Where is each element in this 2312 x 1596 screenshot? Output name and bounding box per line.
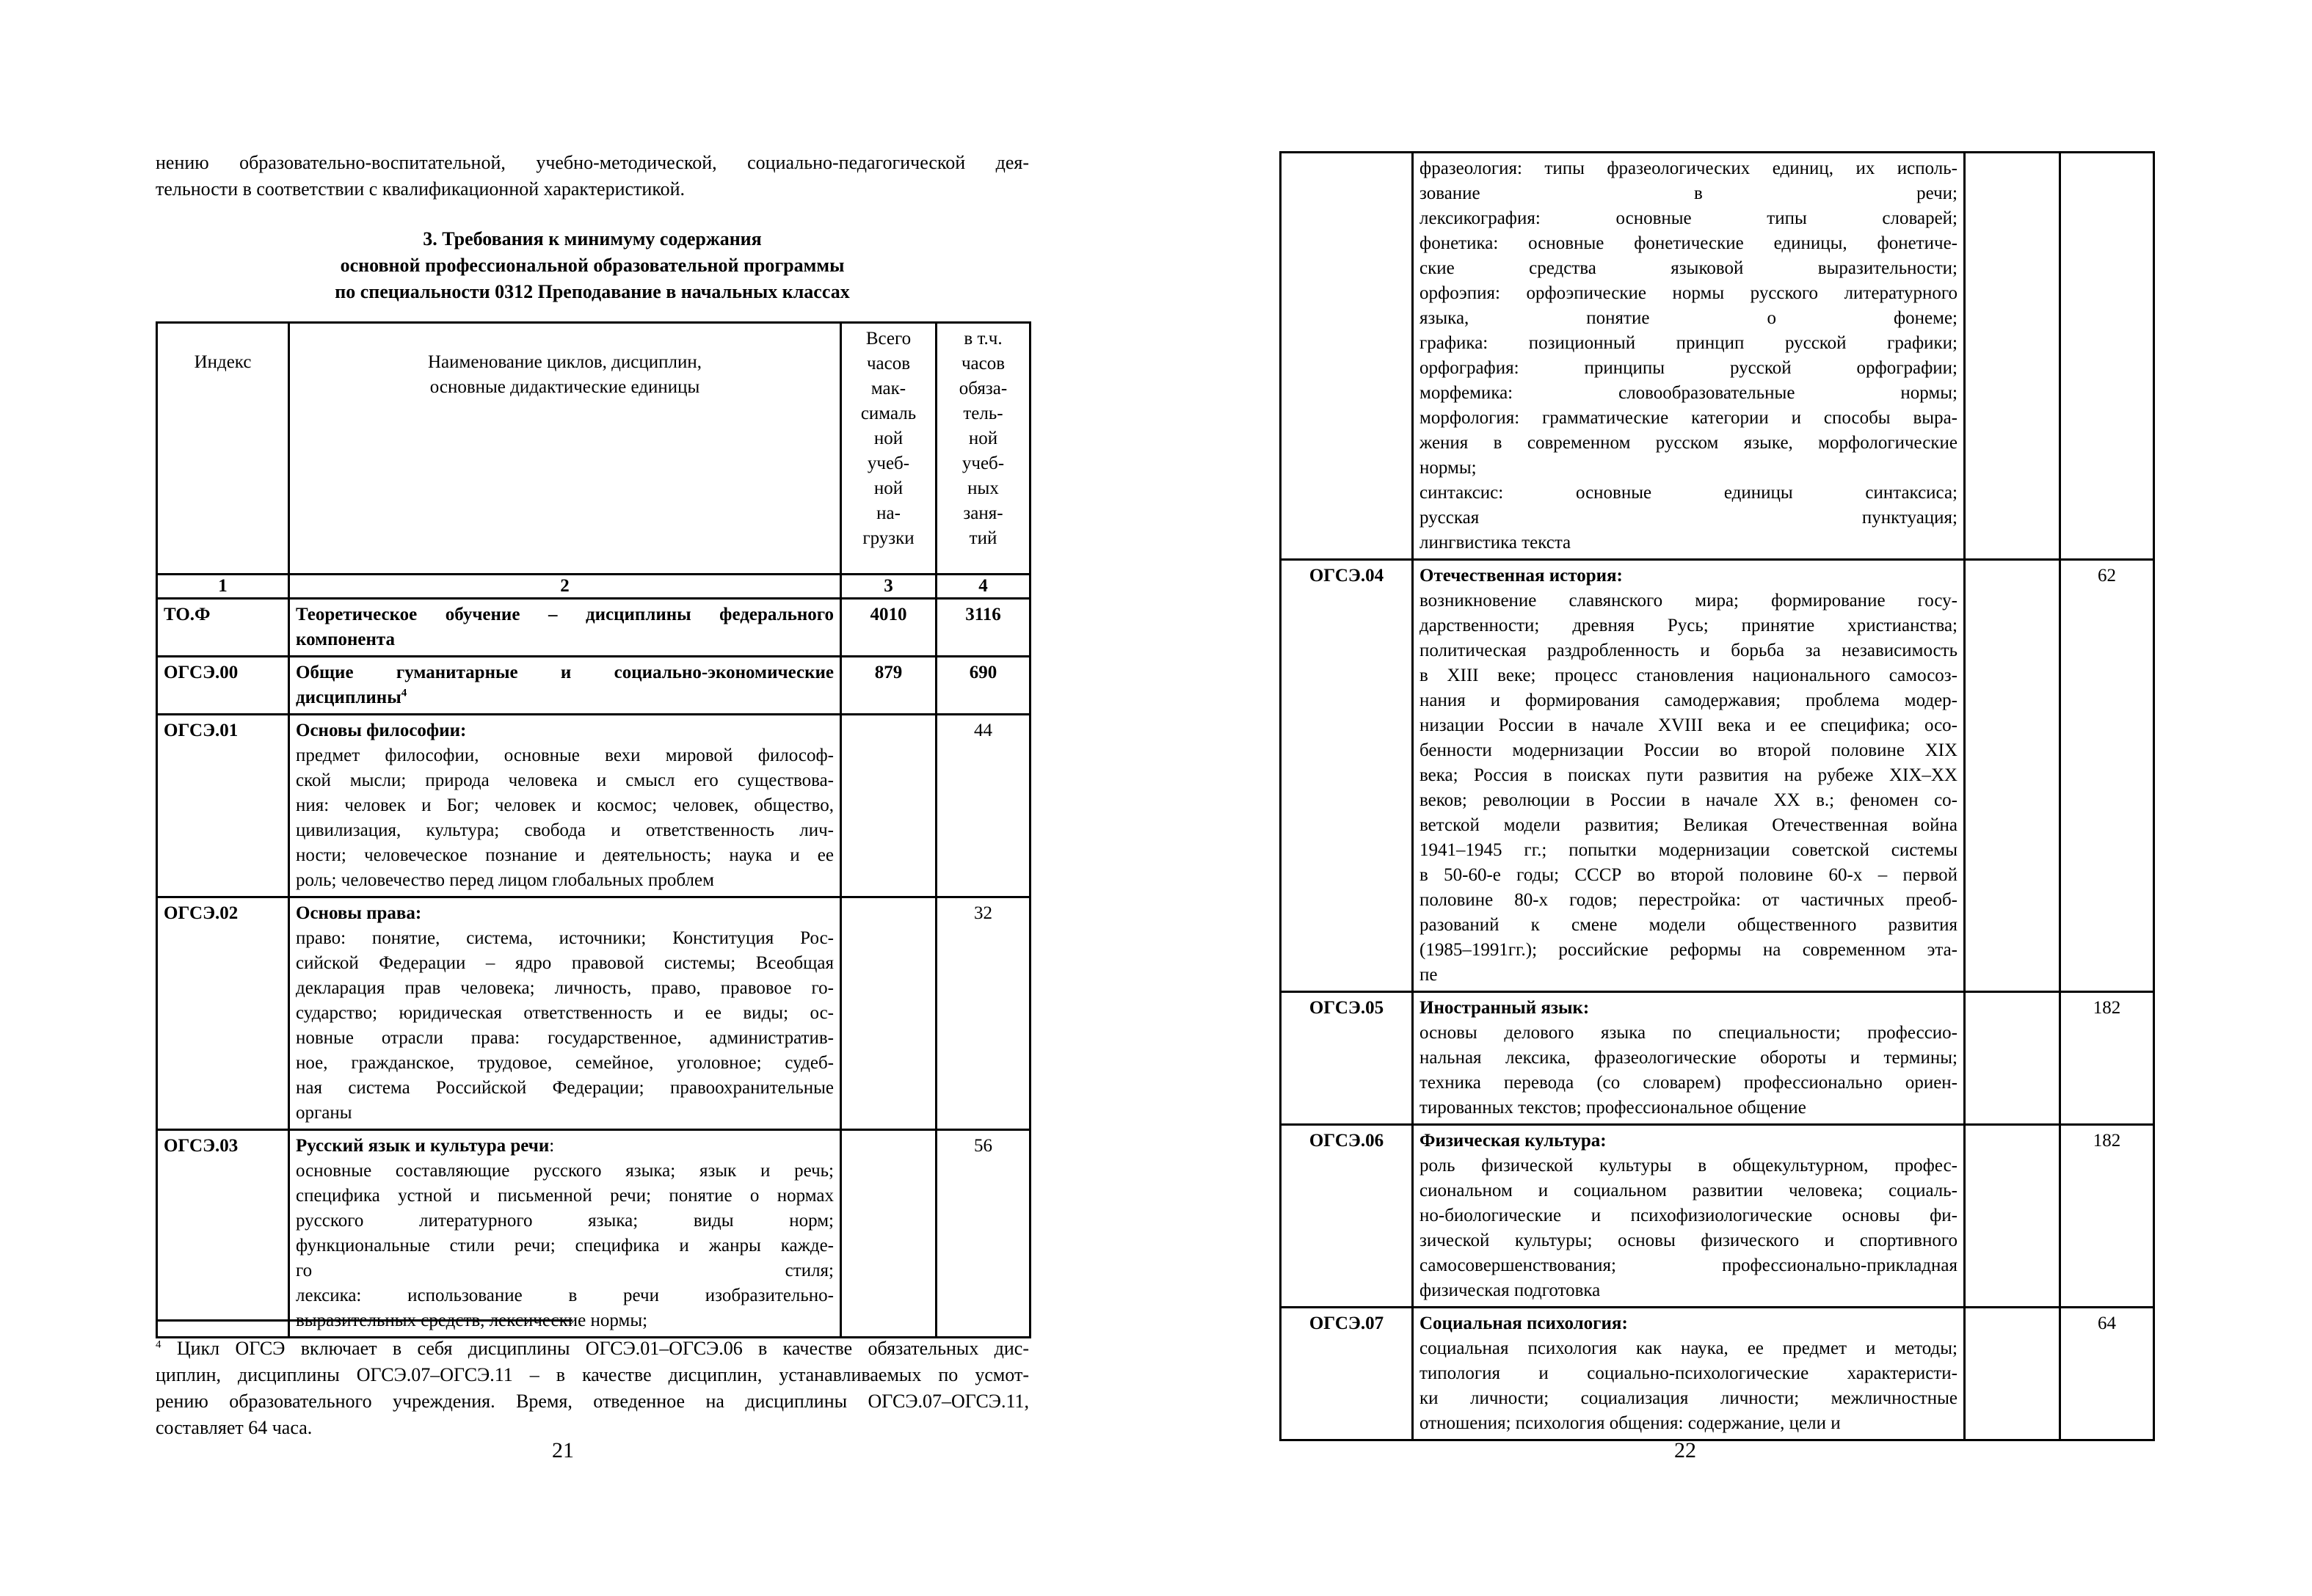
row-body-line: веков; революции в России в начале XX в.; феномен со- bbox=[1419, 790, 1957, 810]
footnote-line: составляет 64 часа. bbox=[156, 1417, 313, 1438]
row-body-line: функциональные стили речи; специфика и жанры кажде- bbox=[296, 1236, 834, 1256]
row-obligatory-hours: 32 bbox=[937, 897, 1030, 1130]
row-body-line: в XIII веке; процесс становления национального самосоз- bbox=[1419, 666, 1957, 685]
row-body-line: право: понятие, система, источники; Конституция Рос- bbox=[296, 928, 834, 948]
row-content: Теоретическое обучение – дисциплины федерального компонента bbox=[289, 599, 841, 657]
header-line: ной bbox=[873, 478, 904, 498]
row-body-line: лингвистика текста bbox=[1419, 533, 1571, 553]
row-body-line: ские средства языковой выразительности; bbox=[1419, 258, 1957, 278]
row-body-line: жения в современном русском языке, морфологические bbox=[1419, 433, 1957, 453]
row-body-line: самосовершенствования; профессионально-прикладная bbox=[1419, 1256, 1957, 1275]
row-body-line: зование в речи; bbox=[1419, 183, 1957, 203]
footnote-mark: 4 bbox=[401, 687, 407, 699]
row-body-line: русская пунктуация; bbox=[1419, 508, 1957, 528]
row-obligatory-hours: 56 bbox=[937, 1130, 1030, 1338]
table-row bbox=[157, 1130, 1030, 1338]
table-row bbox=[1281, 1308, 2154, 1440]
row-body-line: фразеология: типы фразеологических единиц, их исполь- bbox=[1419, 158, 1957, 178]
header-line: учеб- bbox=[961, 453, 1005, 473]
row-body-line: политическая раздробленность и борьба за независимость bbox=[1419, 641, 1957, 660]
column-number: 1 bbox=[157, 575, 289, 599]
section-heading bbox=[156, 226, 1029, 305]
header-line: учеб- bbox=[867, 453, 910, 473]
row-content: Русский язык и культура речи: основные составляющие русского языка; язык и речь; специфика устной и письменной речи; понятие о нормах русского литературного языка; виды норм; функциональные стили речи; специфика и жанры кажде- го стиля; лексика: использование в речи изобразительно- выразительных средств, лексические нормы; bbox=[289, 1130, 841, 1338]
row-body-line: зической культуры; основы физического и спортивного bbox=[1419, 1231, 1957, 1250]
row-body-line: нормы; bbox=[1419, 458, 1477, 478]
row-body-line: цивилизация, культура; свобода и ответственность лич- bbox=[296, 820, 834, 840]
table-row bbox=[157, 897, 1030, 1130]
footnote bbox=[156, 1336, 1029, 1441]
row-body-line: сударство; юридическая ответственность и ее виды; ос- bbox=[296, 1003, 834, 1023]
row-obligatory-hours: 62 bbox=[2060, 560, 2154, 992]
footnote-line: циплин, дисциплины ОГСЭ.07–ОГСЭ.11 – в качестве дисциплин, устанавливаемых по усмот- bbox=[156, 1364, 1029, 1385]
row-content: Физическая культура: роль физической культуры в общекультурном, профес- сиональном и социальном развитии человека; социаль- но-биологические и психофизиологические основы фи- зической культуры; основы физического и спортивного самосовершенствования; профессионально-прикладная физическая подготовка bbox=[1413, 1125, 1965, 1308]
header-line: часов bbox=[961, 354, 1006, 374]
row-obligatory-hours: 690 bbox=[937, 657, 1030, 715]
row-obligatory-hours: 182 bbox=[2060, 992, 2154, 1125]
row-index: ОГСЭ.02 bbox=[157, 897, 289, 1130]
row-obligatory-hours: 64 bbox=[2060, 1308, 2154, 1440]
row-max-hours bbox=[1965, 560, 2060, 992]
header-line: на- bbox=[876, 503, 901, 523]
table-row bbox=[157, 599, 1030, 657]
header-name: Наименование циклов, дисциплин, основные дидактические единицы bbox=[289, 323, 841, 575]
row-body-line: языка, понятие о фонеме; bbox=[1419, 308, 1957, 328]
row-body-line: 1941–1945 гг.; попытки модернизации советской системы bbox=[1419, 840, 1957, 860]
row-body-line: выразительных средств, лексические нормы; bbox=[296, 1311, 648, 1330]
intro-paragraph bbox=[156, 150, 1029, 203]
page-number: 22 bbox=[1674, 1438, 1696, 1462]
row-body-line: физическая подготовка bbox=[1419, 1280, 1601, 1300]
row-body-line: орфография: принципы русской орфографии; bbox=[1419, 358, 1957, 378]
table-row bbox=[1281, 560, 2154, 992]
row-content bbox=[1413, 153, 1965, 560]
row-body-line: русского литературного языка; виды норм; bbox=[296, 1211, 834, 1231]
row-index: ОГСЭ.00 bbox=[157, 657, 289, 715]
row-body-line: ности; человеческое познание и деятельность; наука и ее bbox=[296, 845, 834, 865]
column-number-row bbox=[157, 575, 1030, 599]
row-index: ОГСЭ.03 bbox=[157, 1130, 289, 1338]
row-body-line: новные отрасли права: государственное, административ- bbox=[296, 1028, 834, 1048]
header-line: мак- bbox=[870, 379, 906, 398]
row-body-line: но-биологические и психофизиологические основы фи- bbox=[1419, 1206, 1957, 1225]
row-index: ОГСЭ.04 bbox=[1281, 560, 1413, 992]
heading-line: 3. Требования к минимуму содержания bbox=[423, 228, 762, 249]
row-max-hours: 4010 bbox=[841, 599, 937, 657]
row-body-line: основные составляющие русского языка; язык и речь; bbox=[296, 1161, 834, 1181]
curriculum-table bbox=[156, 321, 1031, 1338]
header-line: ной bbox=[873, 429, 904, 448]
row-body-line: органы bbox=[296, 1103, 352, 1123]
header-obligatory-hours bbox=[937, 323, 1030, 575]
row-index: ОГСЭ.06 bbox=[1281, 1125, 1413, 1308]
row-body-line: сиональном и социальном развитии человека; социаль- bbox=[1419, 1181, 1957, 1200]
footnote-line: $^4$ Цикл ОГСЭ включает в себя дисциплины ОГСЭ.01–ОГСЭ.06 в качестве обязательных дис- bbox=[156, 1338, 1029, 1359]
table-row bbox=[1281, 992, 2154, 1125]
row-body-line: в 50-60-е годы; СССР во второй половине 60-х – первой bbox=[1419, 865, 1957, 885]
header-index: Индекс bbox=[157, 323, 289, 575]
table-row bbox=[157, 657, 1030, 715]
page-number: 21 bbox=[552, 1438, 574, 1462]
row-max-hours bbox=[1965, 992, 2060, 1125]
heading-line: по специальности 0312 Преподавание в начальных классах bbox=[335, 281, 850, 302]
heading-line: основной профессиональной образовательной программы bbox=[340, 255, 845, 276]
header-line: в т.ч. bbox=[964, 329, 1003, 349]
row-max-hours bbox=[841, 897, 937, 1130]
header-line: заня- bbox=[963, 503, 1003, 523]
row-content: Основы права: право: понятие, система, источники; Конституция Рос- сийской Федерации – ядро правовой системы; Всеобщая декларация прав человека; личность, право, правовое го- сударство; юридическая ответственность и ее виды; ос- новные отрасли права: государственное, административ- ное, гражданское, трудовое, семейное, уголовное; судеб- ная система Российской Федерации; правоохранительные органы bbox=[289, 897, 841, 1130]
header-line: грузки bbox=[862, 528, 915, 548]
row-content: Основы философии: предмет философии, основные вехи мировой философ- ской мысли; природа человека и смысл его существова- ния: человек и Бог; человек и космос; человек, общество, цивилизация, культура; свобода и ответственность лич- ности; человеческое познание и деятельность; наука и ее роль; человечество перед лицом глобальных проблем bbox=[289, 715, 841, 897]
row-index: ТО.Ф bbox=[157, 599, 289, 657]
row-body-line: разований к смене модели общественного развития bbox=[1419, 915, 1957, 935]
right-page bbox=[1156, 0, 2312, 1596]
row-max-hours bbox=[1965, 1308, 2060, 1440]
header-line: сималь bbox=[860, 404, 917, 423]
intro-line: нению образовательно-воспитательной, учебно-методической, социально-педагогической дея- bbox=[156, 152, 1029, 173]
row-body-line: отношения; психология общения: содержание, цели и bbox=[1419, 1413, 1841, 1433]
row-obligatory-hours bbox=[2060, 153, 2154, 560]
row-body-line: (1985–1991гг.); российские реформы на современном эта- bbox=[1419, 940, 1957, 960]
row-body-line: основы делового языка по специальности; профессио- bbox=[1419, 1023, 1957, 1043]
table-header-row bbox=[157, 323, 1030, 575]
footnote-line: рению образовательного учреждения. Время, отведенное на дисциплины ОГСЭ.07–ОГСЭ.11, bbox=[156, 1391, 1029, 1412]
row-index: ОГСЭ.05 bbox=[1281, 992, 1413, 1125]
row-content: Общие гуманитарные и социально-экономические дисциплины$^4$ bbox=[289, 657, 841, 715]
row-body-line: морфология: грамматические категории и способы выра- bbox=[1419, 408, 1957, 428]
row-obligatory-hours: 3116 bbox=[937, 599, 1030, 657]
table-row bbox=[157, 715, 1030, 897]
footnote-mark: 4 bbox=[156, 1338, 161, 1351]
row-body-line: бенности модернизации России во второй половине XIX bbox=[1419, 740, 1957, 760]
row-body-line: декларация прав человека; личность, право, правовое го- bbox=[296, 978, 834, 998]
row-body-line: ния: человек и Бог; человек и космос; человек, общество, bbox=[296, 795, 834, 815]
row-body-line: го стиля; bbox=[296, 1261, 834, 1280]
row-body-line: орфоэпия: орфоэпические нормы русского литературного bbox=[1419, 283, 1957, 303]
row-body-line: лексикография: основные типы словарей; bbox=[1419, 208, 1957, 228]
column-number: 4 bbox=[937, 575, 1030, 599]
row-body-line: роль физической культуры в общекультурном, профес- bbox=[1419, 1156, 1957, 1176]
row-body-line: нальная лексика, фразеологические обороты и термины; bbox=[1419, 1048, 1957, 1068]
table-row bbox=[1281, 1125, 2154, 1308]
header-max-hours bbox=[841, 323, 937, 575]
row-body-line: типология и социально-психологические характеристи- bbox=[1419, 1363, 1957, 1383]
row-body-line: предмет философии, основные вехи мировой философ- bbox=[296, 746, 834, 765]
column-number: 2 bbox=[289, 575, 841, 599]
header-line: часов bbox=[866, 354, 911, 374]
row-body-line: морфемика: словообразовательные нормы; bbox=[1419, 383, 1957, 403]
row-index: ОГСЭ.01 bbox=[157, 715, 289, 897]
column-number: 3 bbox=[841, 575, 937, 599]
row-max-hours: 879 bbox=[841, 657, 937, 715]
row-body-line: графика: позиционный принцип русской графики; bbox=[1419, 333, 1957, 353]
row-body-line: фонетика: основные фонетические единицы, фонетиче- bbox=[1419, 233, 1957, 253]
header-line: обяза- bbox=[959, 379, 1008, 398]
row-content: Иностранный язык: основы делового языка по специальности; профессио- нальная лексика, фразеологические обороты и термины; техника перевода (со словарем) профессионально ориен- тированных текстов; профессиональное общение bbox=[1413, 992, 1965, 1125]
row-body-line: лексика: использование в речи изобразительно- bbox=[296, 1286, 834, 1305]
intro-line: тельности в соответствии с квалификационной характеристикой. bbox=[156, 178, 686, 200]
row-body-line: ное, гражданское, трудовое, семейное, уголовное; судеб- bbox=[296, 1053, 834, 1073]
row-body-line: нания и формирования самодержавия; проблема модер- bbox=[1419, 690, 1957, 710]
row-body-line: техника перевода (со словарем) профессионально ориен- bbox=[1419, 1073, 1957, 1093]
row-content: Отечественная история: возникновение славянского мира; формирование госу- дарственности; древняя Русь; принятие христианства; политическая раздробленность и борьба за независимость в XIII веке; процесс становления национального самосоз- нания и формирования самодержавия; проблема модер- низации России в начале XVIII века и ее специфика; осо- бенности модернизации России во второй половине XIX века; Россия в поисках пути развития на рубеже XIX–XX веков; революции в России в начале XX в.; феномен со- ветской модели развития; Великая Отечественная война 1941–1945 гг.; попытки модернизации советской системы в 50-60-е годы; СССР во второй половине 60-х – первой половине 80-х годов; перестройка: от частичных преоб- разований к смене модели общественного развития (1985–1991гг.); российские реформы на современном эта- пе bbox=[1413, 560, 1965, 992]
row-body-line: социальная психология как наука, ее предмет и методы; bbox=[1419, 1338, 1957, 1358]
row-body-line: ная система Российской Федерации; правоохранительные bbox=[296, 1078, 834, 1098]
curriculum-table-continued bbox=[1279, 151, 2155, 1441]
row-body-line: ветской модели развития; Великая Отечественная война bbox=[1419, 815, 1957, 835]
row-index bbox=[1281, 153, 1413, 560]
header-line: Всего bbox=[865, 329, 912, 349]
footnote-rule bbox=[156, 1319, 572, 1322]
row-body-line: ской мысли; природа человека и смысл его существова- bbox=[296, 770, 834, 790]
row-obligatory-hours: 182 bbox=[2060, 1125, 2154, 1308]
row-body-line: ки личности; социализация личности; межличностные bbox=[1419, 1388, 1957, 1408]
row-body-line: специфика устной и письменной речи; понятие о нормах bbox=[296, 1186, 834, 1206]
row-body-line: пе bbox=[1419, 965, 1438, 985]
row-body-line: возникновение славянского мира; формирование госу- bbox=[1419, 591, 1957, 611]
header-line: ной bbox=[968, 429, 998, 448]
header-line: ных bbox=[967, 478, 999, 498]
row-body-line: тированных текстов; профессиональное общение bbox=[1419, 1098, 1806, 1118]
row-body-line: сийской Федерации – ядро правовой системы; Всеобщая bbox=[296, 953, 834, 973]
row-obligatory-hours: 44 bbox=[937, 715, 1030, 897]
table-row bbox=[1281, 153, 2154, 560]
header-line: тель- bbox=[963, 404, 1003, 423]
row-max-hours bbox=[1965, 153, 2060, 560]
row-content: Социальная психология: социальная психология как наука, ее предмет и методы; типология и социально-психологические характеристи- ки личности; социализация личности; межличностные отношения; психология общения: содержание, цели и bbox=[1413, 1308, 1965, 1440]
row-body-line: низации России в начале XVIII века и ее специфика; осо- bbox=[1419, 715, 1957, 735]
row-index: ОГСЭ.07 bbox=[1281, 1308, 1413, 1440]
row-max-hours bbox=[841, 715, 937, 897]
row-max-hours bbox=[841, 1130, 937, 1338]
row-body-line: роль; человечество перед лицом глобальных проблем bbox=[296, 870, 714, 890]
header-line: тий bbox=[969, 528, 997, 548]
row-body-line: половине 80-х годов; перестройка: от частичных преоб- bbox=[1419, 890, 1957, 910]
row-body-line: века; Россия в поисках пути развития на рубеже XIX–XX bbox=[1419, 765, 1957, 785]
row-body-line: синтаксис: основные единицы синтаксиса; bbox=[1419, 483, 1957, 503]
row-max-hours bbox=[1965, 1125, 2060, 1308]
row-body-line: дарственности; древняя Русь; принятие христианства; bbox=[1419, 616, 1957, 635]
